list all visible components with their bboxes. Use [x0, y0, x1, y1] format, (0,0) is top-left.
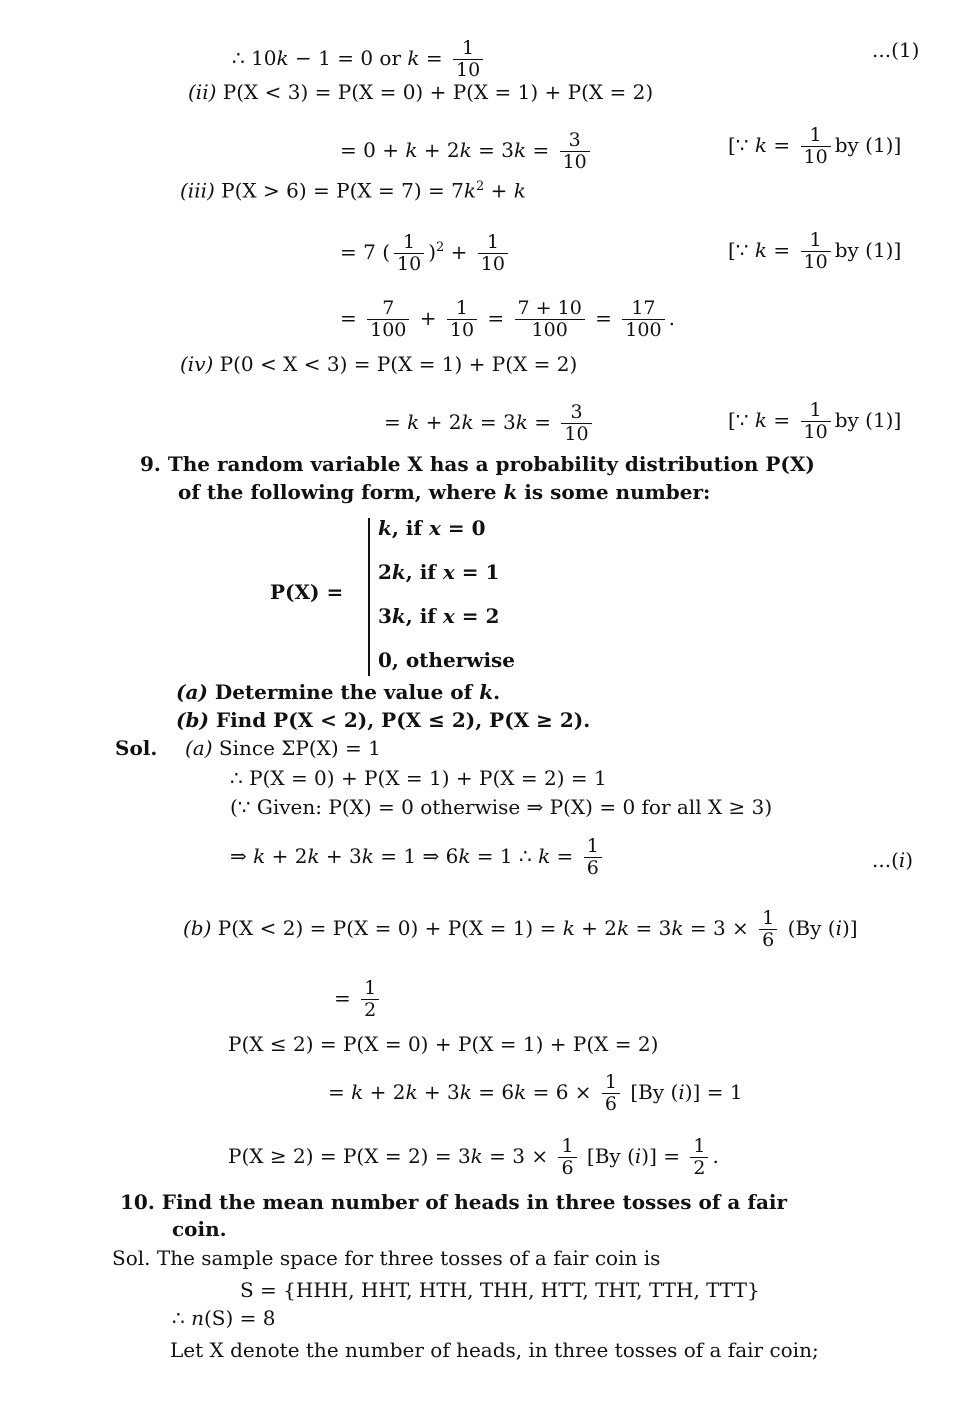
- denominator: 6: [762, 928, 775, 951]
- fraction: [515, 298, 585, 341]
- denominator: 100: [531, 318, 568, 341]
- text: = 6: [471, 1079, 515, 1104]
- case-0: [378, 518, 486, 538]
- numerator: 7 + 10: [515, 298, 585, 320]
- text: + 2: [417, 137, 460, 162]
- q9-line1: [140, 454, 815, 474]
- sol-b-ge2: [228, 1136, 719, 1179]
- numerator: 7: [367, 298, 409, 320]
- numerator: 1: [584, 836, 602, 858]
- numerator: 1: [759, 908, 777, 930]
- math-variable: i: [898, 848, 906, 872]
- text: = 1 ∴: [470, 843, 539, 868]
- text: .: [493, 680, 501, 704]
- numerator: 3: [561, 402, 591, 424]
- text: , if: [391, 516, 429, 540]
- part-iii-heading: [180, 180, 526, 201]
- let-x: [170, 1340, 819, 1360]
- math-variable: k: [754, 132, 768, 157]
- case-2: [378, 606, 499, 626]
- text: [By (: [580, 1143, 635, 1168]
- denominator: 10: [480, 252, 505, 275]
- math-variable: k: [351, 1079, 364, 1104]
- denominator: 10: [803, 250, 828, 273]
- text: + 2: [574, 915, 618, 940]
- math-variable: k: [276, 45, 289, 70]
- numerator: 1: [801, 125, 831, 147]
- fraction: [453, 38, 483, 81]
- math-variable: i: [678, 1079, 685, 1104]
- text: Determine the value of: [207, 680, 480, 704]
- math-variable: (iii): [180, 178, 215, 203]
- text: )] = 1: [684, 1079, 743, 1104]
- math-variable: x: [442, 560, 455, 584]
- px-label: [270, 582, 343, 602]
- text: Find P(X < 2), P(X ≤ 2), P(X ≥ 2).: [208, 708, 591, 732]
- fraction: [561, 402, 591, 445]
- sol-a-result: [230, 836, 606, 879]
- fraction: [361, 978, 379, 1021]
- math-variable: (a): [176, 680, 208, 704]
- sol-a-given: [230, 797, 772, 817]
- text: = 7 (: [340, 239, 390, 264]
- math-variable: k: [361, 843, 374, 868]
- text: )] =: [641, 1143, 687, 1168]
- math-variable: n: [191, 1306, 204, 1330]
- math-variable: k: [754, 407, 768, 432]
- part-iv-heading: [180, 354, 577, 374]
- text: =: [481, 305, 511, 330]
- text: )]: [841, 915, 858, 940]
- math-variable: k: [617, 915, 630, 940]
- denominator: 10: [455, 58, 481, 81]
- note-k-1: [728, 125, 901, 168]
- fraction: [759, 908, 777, 951]
- sol-label-9: [115, 738, 157, 758]
- math-variable: k: [407, 45, 420, 70]
- numerator: 1: [453, 38, 483, 60]
- text: =: [767, 407, 797, 432]
- text: of the following form, where: [178, 480, 504, 504]
- text: Let X denote the number of heads, in three tosses of a fair coin;: [170, 1338, 819, 1362]
- text: Sol. The sample space for three tosses of a fair coin is: [112, 1246, 661, 1270]
- denominator: 100: [370, 318, 407, 341]
- math-variable: x: [428, 516, 441, 540]
- text: S = {HHH, HHT, HTH, THH, HTT, THT, TTH, TTT}: [240, 1278, 760, 1302]
- math-variable: k: [253, 843, 266, 868]
- text: +: [444, 239, 474, 264]
- text: .: [712, 1143, 719, 1168]
- numerator: 3: [560, 130, 590, 152]
- text: +: [484, 178, 514, 203]
- text: =: [527, 409, 558, 434]
- math-variable: k: [671, 915, 684, 940]
- case-1: [378, 562, 499, 582]
- text: 9. The random variable X has a probability distribution P(X): [140, 452, 815, 476]
- numerator: 1: [447, 298, 477, 320]
- math-variable: (b): [183, 915, 212, 940]
- text: by (1)]: [834, 132, 902, 157]
- numerator: 1: [690, 1136, 708, 1158]
- fraction: [558, 1136, 576, 1179]
- text: + 3: [417, 1079, 460, 1104]
- text: + 2: [419, 409, 462, 434]
- text: P(0 < X < 3) = P(X = 1) + P(X = 2): [213, 352, 578, 376]
- text: (By (: [781, 915, 836, 940]
- text: 10. Find the mean number of heads in three tosses of a fair: [120, 1190, 788, 1214]
- fraction: [560, 130, 590, 173]
- text: P(X ≤ 2) = P(X = 0) + P(X = 1) + P(X = 2): [228, 1032, 659, 1056]
- text: = 3 ×: [482, 1143, 555, 1168]
- text: ...(: [872, 848, 899, 872]
- math-variable: k: [307, 843, 320, 868]
- numerator: 1: [478, 232, 508, 254]
- numerator: 1: [558, 1136, 576, 1158]
- text: =: [550, 843, 580, 868]
- denominator: 10: [803, 420, 828, 443]
- numerator: 1: [394, 232, 424, 254]
- text: =: [767, 132, 797, 157]
- denominator: 100: [625, 318, 662, 341]
- math-variable: i: [634, 1143, 642, 1168]
- sample-count: [172, 1308, 276, 1328]
- math-variable: k: [407, 409, 420, 434]
- text: = 3: [471, 137, 514, 162]
- text: = 0: [440, 516, 486, 540]
- text: +: [413, 305, 443, 330]
- denominator: 10: [562, 150, 587, 173]
- math-variable: k: [514, 1079, 527, 1104]
- q9-part-a: [176, 682, 500, 702]
- math-variable: k: [513, 178, 526, 203]
- denominator: 10: [449, 318, 475, 341]
- sol-b-lt2-result: [334, 978, 383, 1021]
- text: 2: [378, 560, 392, 584]
- text: ∴ 10: [232, 45, 277, 70]
- text: = 3: [473, 409, 516, 434]
- text: =: [384, 409, 408, 434]
- text: 0, otherwise: [378, 648, 516, 672]
- superscript: 2: [436, 240, 445, 256]
- math-variable: (iv): [180, 352, 214, 376]
- math-variable: k: [515, 409, 528, 434]
- denominator: 10: [397, 252, 422, 275]
- sol-b-le2: [228, 1034, 658, 1054]
- text: Sol.: [115, 736, 158, 760]
- fraction: [394, 232, 424, 275]
- q9-part-b: [176, 710, 590, 730]
- text: , if: [405, 604, 443, 628]
- denominator: 10: [803, 145, 828, 168]
- part-ii-result: [340, 130, 594, 173]
- text: + 2: [363, 1079, 406, 1104]
- math-variable: k: [503, 480, 518, 504]
- text: = 6 ×: [526, 1079, 598, 1104]
- text: (∵ Given: P(X) = 0 otherwise ⇒ P(X) = 0 for all X ≥ 3): [230, 795, 773, 819]
- math-variable: k: [513, 137, 527, 162]
- math-variable: k: [378, 516, 392, 540]
- fraction: [801, 400, 831, 443]
- cases-brace: [368, 518, 370, 676]
- numerator: 1: [361, 978, 379, 1000]
- math-variable: k: [459, 137, 472, 162]
- note-k-2: [728, 230, 901, 273]
- math-variable: x: [442, 604, 455, 628]
- fraction: [367, 298, 409, 341]
- text: P(X > 6) = P(X = 7) = 7: [214, 178, 464, 203]
- text: P(X ≥ 2) = P(X = 2) = 3: [228, 1143, 471, 1168]
- math-variable: k: [754, 237, 768, 262]
- math-variable: k: [459, 1079, 472, 1104]
- fraction: [584, 836, 602, 879]
- text: [By (: [624, 1079, 679, 1104]
- sol-10-intro: [112, 1248, 660, 1268]
- text: ⇒: [230, 843, 254, 868]
- text: =: [328, 1079, 352, 1104]
- math-variable: k: [463, 178, 476, 203]
- text: =: [526, 137, 556, 162]
- math-variable: (a): [185, 736, 213, 760]
- denominator: 6: [561, 1156, 574, 1179]
- math-variable: k: [461, 409, 474, 434]
- fraction: [602, 1072, 620, 1115]
- numerator: 1: [801, 400, 831, 422]
- text: Since ΣP(X) = 1: [212, 736, 381, 760]
- text: = 2: [454, 604, 500, 628]
- text: is some number:: [517, 480, 711, 504]
- math-variable: (ii): [188, 80, 217, 104]
- math-variable: k: [405, 1079, 418, 1104]
- eq-ref-i: [872, 850, 913, 870]
- text: P(X < 2) = P(X = 0) + P(X = 1) =: [211, 915, 563, 940]
- text: = 1 ⇒ 6: [373, 843, 459, 868]
- q9-line2: [178, 482, 710, 502]
- part-iii-result: [340, 298, 675, 341]
- text: + 3: [319, 843, 362, 868]
- part-iv-result: [384, 402, 596, 445]
- sample-space: [240, 1280, 760, 1300]
- text: ∴: [172, 1306, 192, 1330]
- text: = 1: [454, 560, 500, 584]
- text: = 0 +: [340, 137, 406, 162]
- numerator: 17: [622, 298, 664, 320]
- text: = 3 ×: [683, 915, 756, 940]
- eq-ref-1: [872, 40, 919, 60]
- text: [∵: [728, 237, 755, 262]
- math-variable: k: [479, 680, 494, 704]
- text: coin.: [172, 1217, 227, 1241]
- text: P(X < 3) = P(X = 0) + P(X = 1) + P(X = 2): [216, 80, 654, 104]
- math-variable: k: [470, 1143, 483, 1168]
- text: + 2: [265, 843, 308, 868]
- text: =: [419, 45, 449, 70]
- math-variable: k: [405, 137, 418, 162]
- sol-a-sum: [230, 768, 607, 788]
- numerator: 1: [801, 230, 831, 252]
- sol-a-heading: [185, 738, 381, 758]
- math-variable: i: [835, 915, 842, 940]
- text: .: [668, 305, 675, 330]
- text: P(X) =: [270, 580, 344, 604]
- text: =: [340, 305, 364, 330]
- text: (S) = 8: [203, 1306, 276, 1330]
- fraction: [622, 298, 664, 341]
- text: ): [428, 239, 436, 264]
- denominator: 6: [586, 856, 599, 879]
- denominator: 2: [364, 998, 377, 1021]
- sol-b-lt2: [183, 908, 858, 951]
- text: by (1)]: [834, 407, 902, 432]
- fraction: [478, 232, 508, 275]
- case-otherwise: [378, 650, 515, 670]
- math-variable: k: [458, 843, 471, 868]
- fraction: [447, 298, 477, 341]
- sol-b-le2-result: [328, 1072, 743, 1115]
- denominator: 2: [693, 1156, 706, 1179]
- q10-line2: [172, 1219, 227, 1239]
- denominator: 6: [604, 1092, 617, 1115]
- text: ): [905, 848, 914, 872]
- text: , if: [405, 560, 443, 584]
- fraction: [801, 125, 831, 168]
- text: − 1 = 0 or: [288, 45, 408, 70]
- text: [∵: [728, 132, 755, 157]
- eq-10k-minus-1: [232, 38, 487, 81]
- part-ii-heading: [188, 82, 653, 102]
- fraction: [801, 230, 831, 273]
- note-k-3: [728, 400, 901, 443]
- math-variable: (b): [176, 708, 209, 732]
- part-iii-sub: [340, 232, 512, 275]
- math-variable: k: [538, 843, 551, 868]
- fraction: [690, 1136, 708, 1179]
- text: ∴ P(X = 0) + P(X = 1) + P(X = 2) = 1: [230, 766, 607, 790]
- text: ...(1): [872, 38, 920, 62]
- text: =: [767, 237, 797, 262]
- q10-line1: [120, 1192, 787, 1212]
- text: [∵: [728, 407, 755, 432]
- numerator: 1: [602, 1072, 620, 1094]
- denominator: 10: [564, 422, 589, 445]
- text: 3: [378, 604, 392, 628]
- math-variable: k: [391, 604, 406, 628]
- text: = 3: [629, 915, 672, 940]
- superscript: 2: [475, 179, 485, 194]
- text: =: [588, 305, 619, 330]
- text: =: [334, 985, 358, 1010]
- text: by (1)]: [834, 237, 902, 262]
- math-variable: k: [391, 560, 406, 584]
- math-variable: k: [562, 915, 575, 940]
